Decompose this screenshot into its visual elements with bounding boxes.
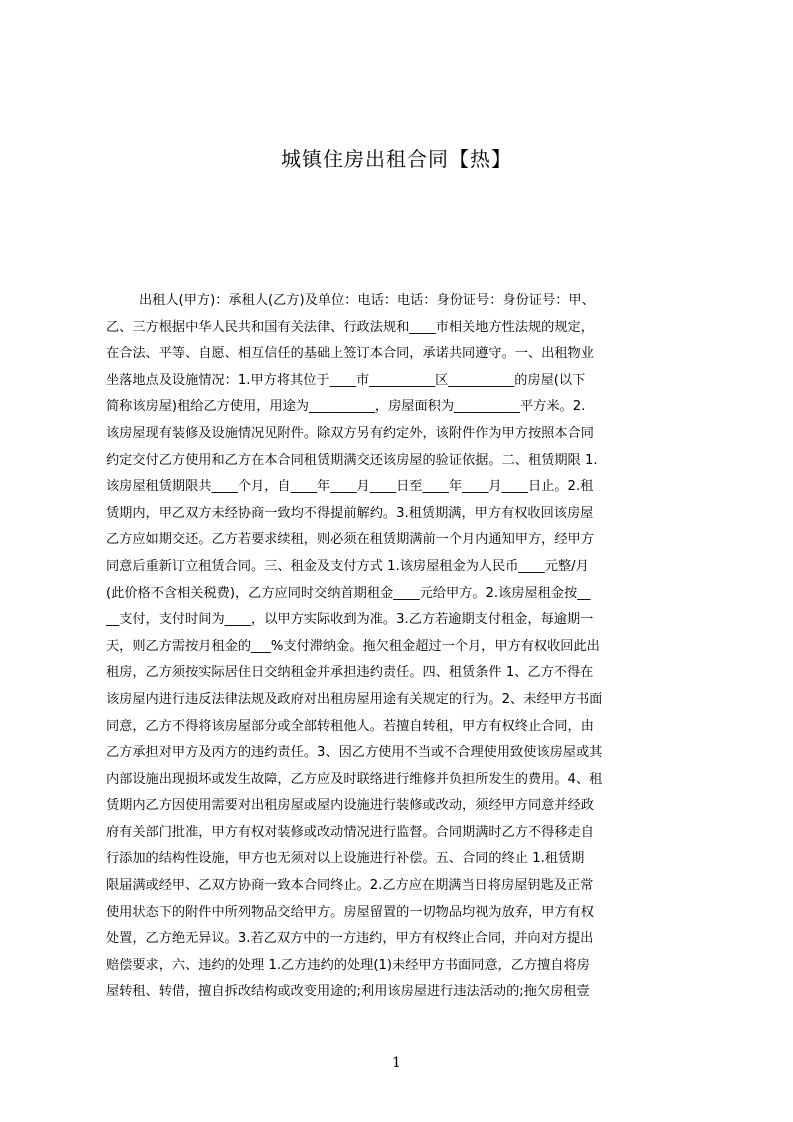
page-number: 1	[392, 1055, 401, 1071]
body-line: 该房屋现有装修及设施情况见附件。除双方另有约定外，该附件作为甲方按照本合同	[106, 425, 594, 441]
body-line: 赔偿要求，六、违约的处理 1.乙方违约的处理(1)未经甲方书面同意，乙方擅自将房	[106, 957, 590, 973]
body-line: 该房屋租赁期限共____个月，自____年____月____日至____年____月____日止。2.租	[106, 479, 594, 495]
contract-body	[106, 288, 698, 1030]
body-line: 处置，乙方绝无异议。3.若乙双方中的一方违约，甲方有权终止合同，并向对方提出	[106, 931, 594, 947]
body-line: 天，则乙方需按月租金的___%支付滞纳金。拖欠租金超过一个月，甲方有权收回此出	[106, 638, 600, 654]
body-line: 在合法、平等、自愿、相互信任的基础上签订本合同，承诺共同遵守。一、出租物业	[106, 346, 594, 362]
body-line: 使用状态下的附件中所列物品交给甲方。房屋留置的一切物品均视为放弃，甲方有权	[106, 904, 594, 920]
body-line: 乙方应如期交还。乙方若要求续租，则必须在租赁期满前一个月内通知甲方，经甲方	[106, 532, 594, 548]
body-line: 坐落地点及设施情况：1.甲方将其位于____市__________区__________的房屋(以下	[106, 372, 586, 388]
body-line: (此价格不含相关税费)，乙方应同时交纳首期租金____元给甲方。2.该房屋租金按__	[106, 585, 591, 601]
body-line: 限届满或经甲、乙双方协商一致本合同终止。2.乙方应在期满当日将房屋钥匙及正常	[106, 878, 594, 894]
body-line: 赁期内，甲乙双方未经协商一致均不得提前解约。3.租赁期满，甲方有权收回该房屋	[106, 505, 594, 521]
document-title: 城镇住房出租合同【热】	[281, 147, 512, 171]
body-line: 府有关部门批准，甲方有权对装修或改动情况进行监督。合同期满时乙方不得移走自	[106, 824, 594, 840]
body-line: 同意，乙方不得将该房屋部分或全部转租他人。若擅自转租，甲方有权终止合同，由	[106, 718, 594, 734]
body-line: 租房，乙方须按实际居住日交纳租金并承担违约责任。四、租赁条件 1、乙方不得在	[106, 665, 594, 681]
body-line: 约定交付乙方使用和乙方在本合同租赁期满交还该房屋的验证依据。二、租赁期限 1.	[106, 452, 598, 468]
body-line: 简称该房屋)租给乙方使用，用途为__________，房屋面积为__________平方米。2.	[106, 399, 586, 415]
body-line: 赁期内乙方因使用需要对出租房屋或屋内设施进行装修或改动，须经甲方同意并经政	[106, 798, 594, 814]
body-line: 乙方承担对甲方及丙方的违约责任。3、因乙方使用不当或不合理使用致使该房屋或其	[106, 745, 603, 761]
body-line: 屋转租、转借，擅自拆改结构或改变用途的;利用该房屋进行违法活动的;拖欠房租壹	[106, 984, 590, 1000]
body-line: 出租人(甲方)：承租人(乙方)及单位：电话：电话：身份证号：身份证号：甲、	[139, 293, 595, 308]
body-line: 该房屋内进行违反法律法规及政府对出租房屋用途有关规定的行为。2、未经甲方书面	[106, 691, 603, 707]
body-line: 内部设施出现损坏或发生故障，乙方应及时联络进行维修并负担所发生的费用。4、租	[106, 771, 603, 787]
body-line: __支付，支付时间为____，以甲方实际收到为准。3.乙方若逾期支付租金，每逾期一	[106, 612, 594, 628]
body-line: 乙、三方根据中华人民共和国有关法律、行政法规和____市相关地方性法规的规定，	[106, 319, 594, 335]
body-line: 同意后重新订立租赁合同。三、租金及支付方式 1.该房屋租金为人民币____元整/月	[106, 558, 589, 574]
body-line: 行添加的结构性设施，甲方也无须对以上设施进行补偿。五、合同的终止 1.租赁期	[106, 851, 585, 867]
